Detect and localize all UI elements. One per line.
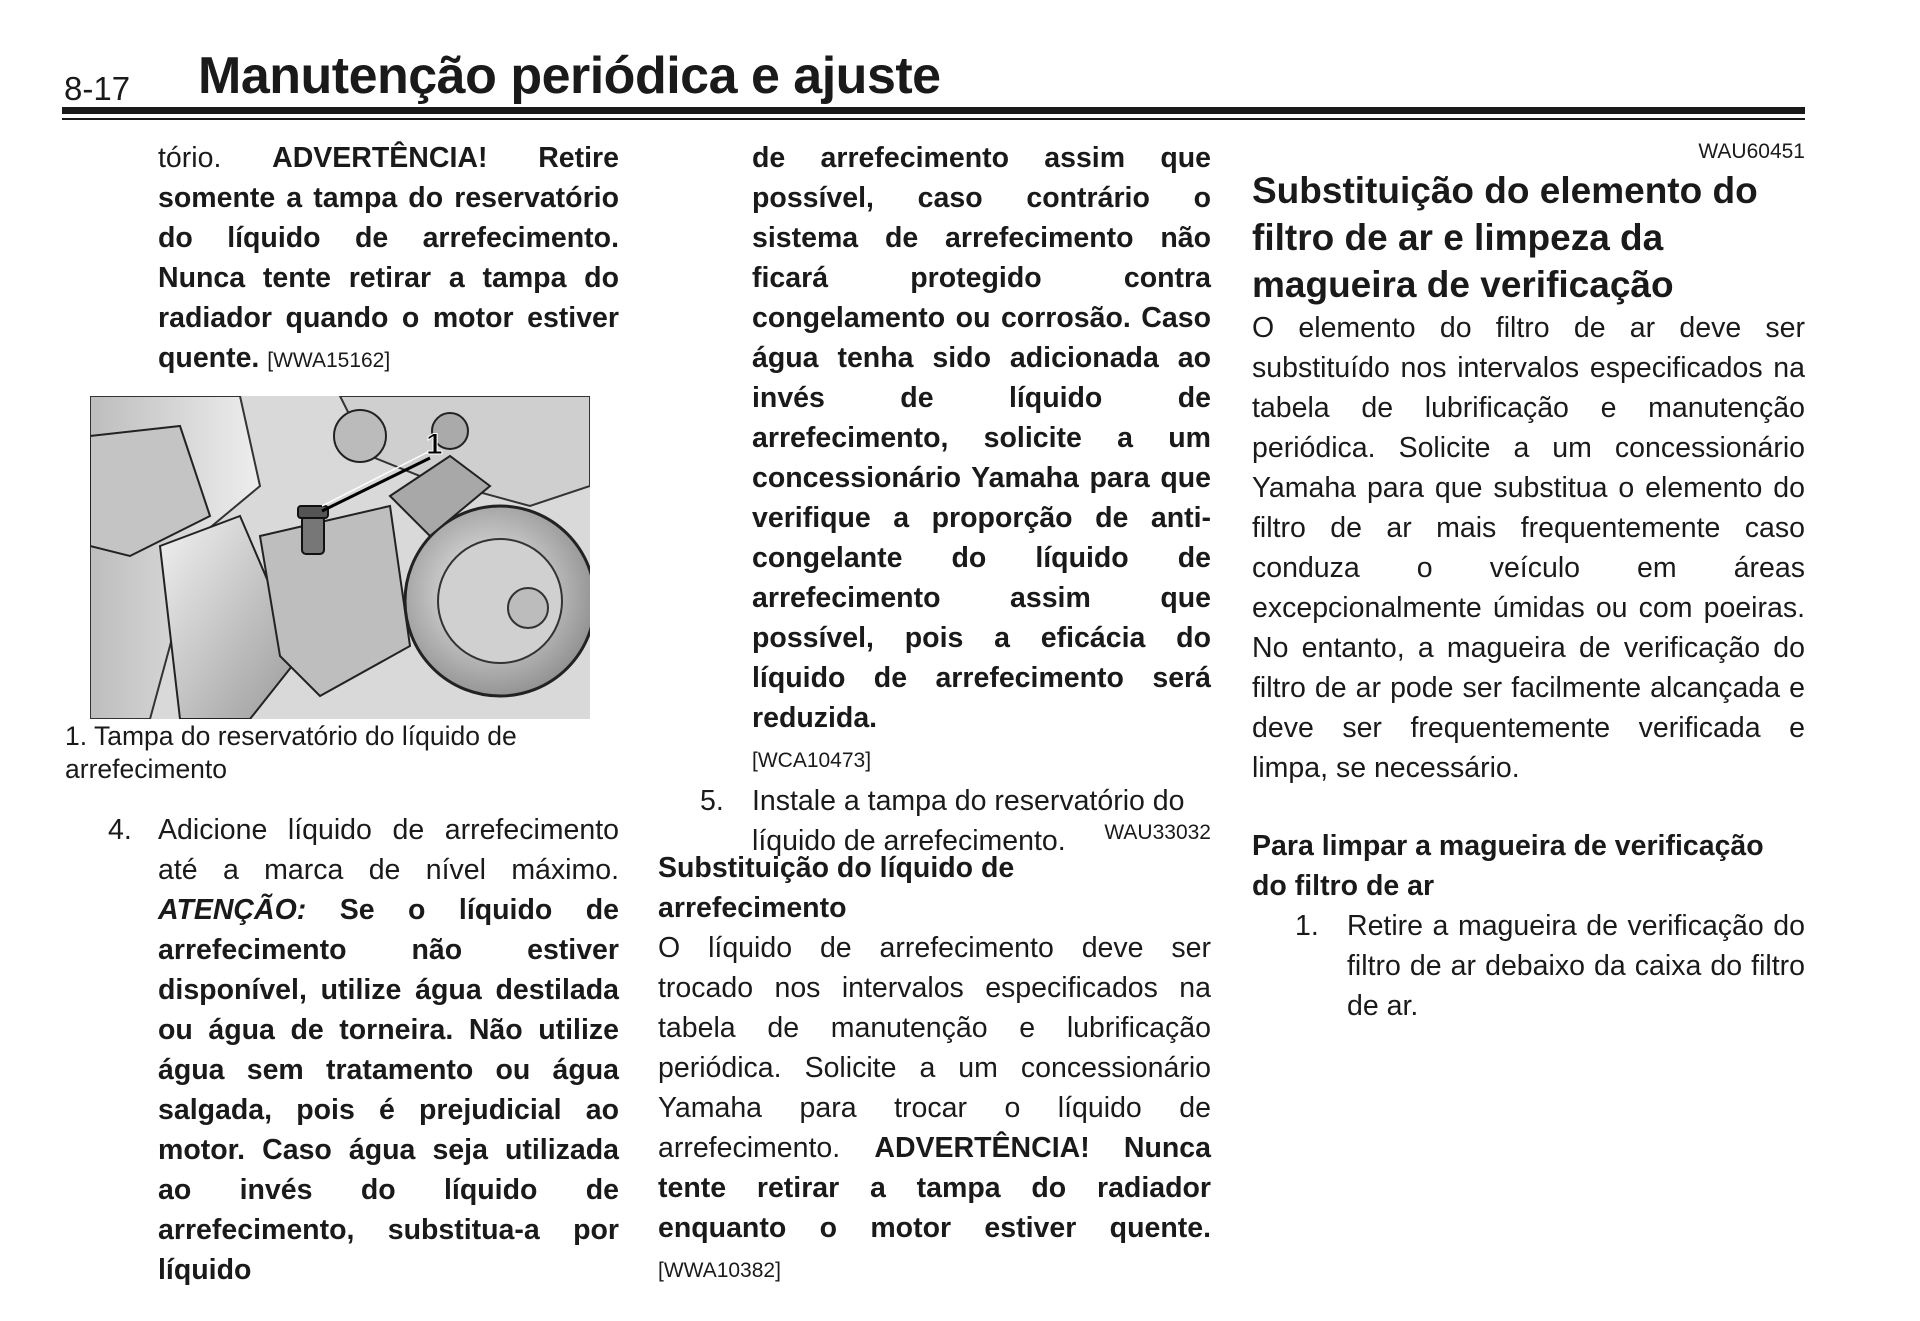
attention-text: Se o líquido de arrefecimento não estiver disponível, utilize água destilada ou água de torneira. Não utilize água sem tratamento ou água salgada, pois é prejudicial ao motor. Caso água seja utilizada ao invés do líquido de arrefecimento, substitua-a por líquido — [158, 894, 619, 1286]
step1-text: Retire a magueira de verificação do filtro de ar debaixo da caixa do filtro de ar. — [1347, 910, 1805, 1022]
page-title: Manutenção periódica e ajuste — [198, 47, 941, 105]
page-header — [62, 46, 1805, 126]
step1-number: 1. — [1295, 910, 1319, 942]
subheading-filter: Para limpar a magueira de verificação do filtro de ar — [1252, 830, 1764, 902]
section-warning-coolant: ADVERTÊNCIA! Nunca tente retirar a tampa do radiador enquanto o motor estiver quente. — [658, 1132, 1212, 1244]
figure-caption: 1. Tampa do reservatório do líquido de arrefecimento — [65, 721, 517, 784]
header-rule-thin — [62, 118, 1805, 120]
page-number: 8-17 — [64, 70, 131, 107]
section-code-filter: WAU60451 — [1698, 140, 1805, 163]
step4-text: Adicione líquido de arrefecimento até a marca de nível máximo. — [158, 814, 619, 886]
header-rule-thick — [62, 107, 1805, 114]
col1-step4 — [108, 810, 619, 1290]
section-title-filter: Substituição do elemento do filtro de ar e limpeza da magueira de verificação — [1252, 170, 1758, 305]
engine-illustration — [90, 396, 590, 719]
col2-section — [658, 818, 1211, 1291]
continuation-text: de arrefecimento assim que possível, caso contrário o sistema de arrefecimento não ficará protegido contra congelamento ou corrosão. Caso água tenha sido adicionada ao invés de líquido de arrefecimento, solicite a um concessionário Yamaha para que verifique a proporção de anti-congelante do líquido de arrefecimento assim que possível, pois a eficácia do líquido de arrefecimento será reduzida. — [752, 142, 1211, 734]
attention-label: ATENÇÃO: — [158, 894, 307, 926]
col2-continuation — [700, 138, 1211, 861]
section-body-coolant: O líquido de arrefecimento deve ser trocado nos intervalos especificados na tabela de manutenção e lubrificação periódica. Solicite a um concessionário Yamaha para trocar o líquido de arrefecimento. — [658, 932, 1211, 1164]
warning-code: [WWA15162] — [267, 349, 391, 372]
section-title-coolant: Substituição do líquido de arrefecimento — [658, 852, 1015, 924]
section-warning-code-coolant: [WWA10382] — [658, 1259, 781, 1282]
coolant-reservoir-figure — [90, 396, 590, 719]
figure-callout-1: 1 — [426, 428, 443, 461]
col3-section — [1252, 137, 1805, 1026]
step5-number: 5. — [700, 785, 724, 817]
section-code-coolant: WAU33032 — [1104, 821, 1211, 844]
col1-warning — [158, 138, 619, 381]
continuation-code: [WCA10473] — [752, 749, 872, 772]
warning-text: ADVERTÊNCIA! Retire somente a tampa do reservatório do líquido de arrefecimento. Nunca tente retirar a tampa do radiador quando o motor estiver quente. — [158, 142, 619, 374]
step5-text: Instale a tampa do reservatório do líquido de arrefecimento. — [752, 785, 1185, 857]
step4-number: 4. — [108, 814, 132, 846]
section-body-filter: O elemento do filtro de ar deve ser substituído nos intervalos especificados na tabela de lubrificação e manutenção periódica. Solicite a um concessionário Yamaha para que substitua o elemento do filtro de ar mais frequentemente caso conduza o veículo em áreas excepcionalmente úmidas ou com poeiras. No entanto, a magueira de verificação do filtro de ar pode ser facilmente alcançada e deve ser frequentemente verificada e limpa, se necessário. — [1252, 312, 1805, 784]
warning-lead: tório. — [158, 142, 222, 174]
